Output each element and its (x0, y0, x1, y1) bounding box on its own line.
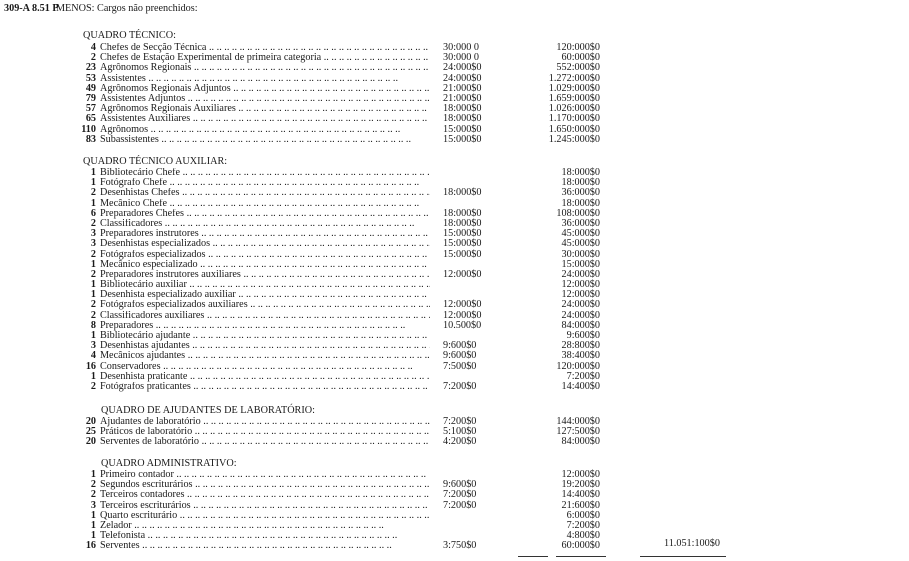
row-description: Desenhista especializado auxiliar .. .. (100, 290, 430, 300)
row-description: Desenhista praticante .. .. (100, 372, 430, 382)
section-title: QUADRO TÉCNICO AUXILIAR: (83, 156, 228, 167)
row-unit-salary: 12:000$0 (443, 268, 482, 280)
row-total: 120:000$0 (556, 42, 600, 53)
row-total: 60:000$0 (561, 52, 600, 64)
row-unit-salary: 9:600$0 (443, 350, 477, 362)
table-row (0, 280, 909, 290)
row-description: Zelador .. .. (100, 521, 430, 531)
row-unit-salary: 7:500$0 (443, 360, 477, 372)
row-count: 8 (90, 319, 96, 331)
row-count: 65 (85, 113, 96, 125)
row-description: Mecânico especializado .. .. (100, 260, 430, 270)
row-count: 4 (90, 42, 96, 53)
row-description: Quarto escriturário .. .. (100, 511, 430, 521)
page-header (4, 3, 198, 14)
row-total: 12:000$0 (561, 469, 600, 480)
row-unit-salary: 7:200$0 (443, 416, 477, 427)
table-row (0, 321, 909, 331)
row-total: 4:800$0 (566, 530, 600, 542)
row-count: 2 (90, 309, 96, 321)
section-rows (0, 43, 909, 145)
row-description: Assistentes Adjuntos .. .. (100, 94, 430, 104)
row-total: 18:000$0 (561, 167, 600, 178)
row-total: 12:000$0 (561, 279, 600, 291)
row-description: Classificadores .. .. (100, 219, 430, 229)
row-description: Fotógrafos especializados .. .. (100, 250, 430, 260)
row-unit-salary: 7:200$0 (443, 489, 477, 501)
row-count: 25 (85, 426, 96, 438)
row-unit-salary: 18:000$0 (443, 103, 482, 115)
row-total: 24:000$0 (561, 268, 600, 280)
row-unit-salary: 24:000$0 (443, 72, 482, 84)
rule-grand-total (640, 556, 726, 557)
row-count: 16 (85, 540, 96, 552)
table-row (0, 382, 909, 392)
table-row (0, 168, 909, 178)
row-description: Desenhistas ajudantes .. .. (100, 341, 430, 351)
row-unit-salary: 15:000$0 (443, 238, 482, 250)
row-total: 45:000$0 (561, 228, 600, 240)
row-unit-salary: 9:600$0 (443, 479, 477, 491)
row-unit-salary: 24:000$0 (443, 62, 482, 74)
row-description: Classificadores auxiliares .. .. (100, 311, 430, 321)
row-count: 2 (90, 489, 96, 501)
row-description: Bibliotecário Chefe .. .. (100, 168, 430, 178)
row-description: Desenhistas especializados .. .. (100, 239, 430, 249)
row-total: 18:000$0 (561, 197, 600, 209)
row-count: 3 (90, 238, 96, 250)
row-total: 7:200$0 (566, 519, 600, 531)
row-total: 120:000$0 (556, 360, 600, 372)
row-unit-salary: 7:200$0 (443, 380, 477, 392)
row-description: Práticos de laboratório .. .. (100, 427, 430, 437)
row-description: Serventes .. .. (100, 541, 430, 551)
row-total: 1.650:000$0 (548, 123, 600, 135)
row-total: 14:400$0 (561, 380, 600, 392)
row-description: Bibliotecário auxiliar .. .. (100, 280, 430, 290)
rule-unit (518, 556, 548, 557)
row-unit-salary: 30:000 0 (443, 52, 479, 64)
row-count: 49 (85, 82, 96, 94)
row-unit-salary: 12:000$0 (443, 309, 482, 321)
row-count: 1 (90, 167, 96, 178)
row-unit-salary: 15:000$0 (443, 133, 482, 145)
row-unit-salary: 10.500$0 (443, 319, 482, 331)
row-description: Desenhistas Chefes .. .. (100, 188, 430, 198)
row-total: 7:200$0 (566, 370, 600, 382)
row-unit-salary: 5:100$0 (443, 426, 477, 438)
table-row (0, 521, 909, 531)
row-count: 20 (85, 416, 96, 427)
table-row (0, 437, 909, 447)
row-unit-salary: 18:000$0 (443, 217, 482, 229)
row-description: Agrônomos Regionais Adjuntos .. .. (100, 84, 430, 94)
table-row (0, 270, 909, 280)
row-description: Assistentes Auxiliares .. .. (100, 114, 430, 124)
row-unit-salary: 18:000$0 (443, 187, 482, 199)
row-description: Chefes de Estação Experimental de primeira categoria .. .. (100, 53, 430, 63)
row-description: Terceiros escriturários .. .. (100, 501, 430, 511)
section-rows (0, 470, 909, 552)
row-unit-salary: 4:200$0 (443, 436, 477, 448)
row-count: 2 (90, 479, 96, 491)
row-description: Bibliotecário ajudante .. .. (100, 331, 430, 341)
row-description: Fotógrafos especializados auxiliares .. .. (100, 300, 430, 310)
row-count: 3 (90, 340, 96, 352)
row-description: Primeiro contador .. .. (100, 470, 430, 480)
row-description: Agrônomos .. .. (100, 125, 430, 135)
table-row (0, 250, 909, 260)
row-total: 1.029:000$0 (548, 82, 600, 94)
row-count: 6 (90, 207, 96, 219)
row-description: Mecânicos ajudantes .. .. (100, 351, 430, 361)
row-description: Preparadores .. .. (100, 321, 430, 331)
row-description: Preparadores Chefes .. .. (100, 209, 430, 219)
section-title: QUADRO DE AJUDANTES DE LABORATÓRIO: (101, 405, 315, 416)
row-count: 2 (90, 268, 96, 280)
row-count: 4 (90, 350, 96, 362)
intro-heading: MENOS: Cargos não preenchidos: (56, 3, 198, 14)
row-description: Mecânico Chefe .. .. (100, 199, 430, 209)
row-unit-salary: 21:000$0 (443, 82, 482, 94)
row-count: 57 (85, 103, 96, 115)
row-description: Preparadores instrutores auxiliares .. .. (100, 270, 430, 280)
row-count: 2 (90, 217, 96, 229)
table-row (0, 135, 909, 145)
row-count: 1 (90, 519, 96, 531)
row-total: 45:000$0 (561, 238, 600, 250)
row-count: 2 (90, 52, 96, 64)
row-total: 84:000$0 (561, 319, 600, 331)
row-description: Telefonista .. .. (100, 531, 430, 541)
row-description: Ajudantes de laboratório .. .. (100, 417, 430, 427)
row-total: 1.245:000$0 (548, 133, 600, 145)
row-unit-salary: 15:000$0 (443, 123, 482, 135)
row-description: Subassistentes .. .. (100, 135, 430, 145)
row-total: 24:000$0 (561, 309, 600, 321)
row-total: 84:000$0 (561, 436, 600, 448)
row-count: 1 (90, 330, 96, 341)
row-total: 9:600$0 (566, 330, 600, 341)
table-row (0, 188, 909, 198)
row-total: 14:400$0 (561, 489, 600, 501)
table-row (0, 239, 909, 249)
row-description: Assistentes .. .. (100, 74, 430, 84)
row-unit-salary: 18:000$0 (443, 207, 482, 219)
row-count: 1 (90, 258, 96, 270)
table-row (0, 511, 909, 521)
row-total: 36:000$0 (561, 187, 600, 199)
table-row (0, 538, 909, 552)
row-total: 24:000$0 (561, 299, 600, 311)
row-total: 1.272:000$0 (548, 72, 600, 84)
row-total: 12:000$0 (561, 289, 600, 301)
row-total: 552:000$0 (556, 62, 600, 74)
row-total: 144:000$0 (556, 416, 600, 427)
row-total: 6:000$0 (566, 509, 600, 521)
row-description: Fotógrafo Chefe .. .. (100, 178, 430, 188)
row-unit-salary: 9:600$0 (443, 340, 477, 352)
row-count: 83 (85, 133, 96, 145)
row-unit-salary: 18:000$0 (443, 113, 482, 125)
row-count: 1 (90, 530, 96, 542)
row-total: 38:400$0 (561, 350, 600, 362)
row-count: 2 (90, 187, 96, 199)
rule-total (556, 556, 606, 557)
table-row (0, 362, 909, 372)
row-unit-salary: 15:000$0 (443, 228, 482, 240)
row-count: 3 (90, 228, 96, 240)
row-unit-salary: 30:000 0 (443, 42, 479, 53)
row-unit-salary: 12:000$0 (443, 299, 482, 311)
row-count: 20 (85, 436, 96, 448)
row-count: 1 (90, 469, 96, 480)
row-count: 1 (90, 197, 96, 209)
row-total: 60:000$0 (561, 540, 600, 552)
row-count: 2 (90, 380, 96, 392)
row-total: 15:000$0 (561, 258, 600, 270)
row-description: Preparadores instrutores .. .. (100, 229, 430, 239)
section-rows (0, 168, 909, 392)
row-count: 2 (90, 248, 96, 260)
row-description: Serventes de laboratório .. .. (100, 437, 430, 447)
row-count: 1 (90, 289, 96, 301)
row-count: 110 (81, 123, 96, 135)
row-total: 28:800$0 (561, 340, 600, 352)
row-total: 1.659:000$0 (548, 92, 600, 104)
table-row (0, 501, 909, 511)
table-row (0, 114, 909, 124)
section-title: QUADRO ADMINISTRATIVO: (101, 458, 237, 469)
row-unit-salary: 15:000$0 (443, 248, 482, 260)
row-description: Agrônomos Regionais Auxiliares .. .. (100, 104, 430, 114)
row-count: 79 (85, 92, 96, 104)
document-id: 309-A 8.51 P (4, 3, 59, 14)
row-description: Terceiros contadores .. .. (100, 490, 430, 500)
row-count: 3 (90, 499, 96, 511)
section-title: QUADRO TÉCNICO: (83, 30, 176, 41)
row-unit-salary: 3:750$0 (443, 540, 477, 552)
row-total: 1.026:000$0 (548, 103, 600, 115)
row-count: 1 (90, 177, 96, 189)
row-count: 1 (90, 279, 96, 291)
row-total: 18:000$0 (561, 177, 600, 189)
row-total: 19:200$0 (561, 479, 600, 491)
row-total: 21:600$0 (561, 499, 600, 511)
row-unit-salary: 21:000$0 (443, 92, 482, 104)
row-total: 30:000$0 (561, 248, 600, 260)
row-unit-salary: 7:200$0 (443, 499, 477, 511)
row-description: Fotógrafos praticantes .. .. (100, 382, 430, 392)
row-count: 16 (85, 360, 96, 372)
row-count: 1 (90, 370, 96, 382)
row-total: 1.170:000$0 (548, 113, 600, 125)
row-description: Chefes de Secção Técnica .. .. (100, 43, 430, 53)
row-count: 53 (85, 72, 96, 84)
row-total: 127:500$0 (556, 426, 600, 438)
row-total: 108:000$0 (556, 207, 600, 219)
row-count: 2 (90, 299, 96, 311)
row-count: 1 (90, 509, 96, 521)
grand-total: 11.051:100$0 (664, 538, 720, 549)
section-rows (0, 417, 909, 448)
row-description: Conservadores .. .. (100, 362, 430, 372)
row-description: Segundos escriturários .. .. (100, 480, 430, 490)
row-description: Agrônomos Regionais .. .. (100, 63, 430, 73)
row-total: 36:000$0 (561, 217, 600, 229)
row-count: 23 (85, 62, 96, 74)
